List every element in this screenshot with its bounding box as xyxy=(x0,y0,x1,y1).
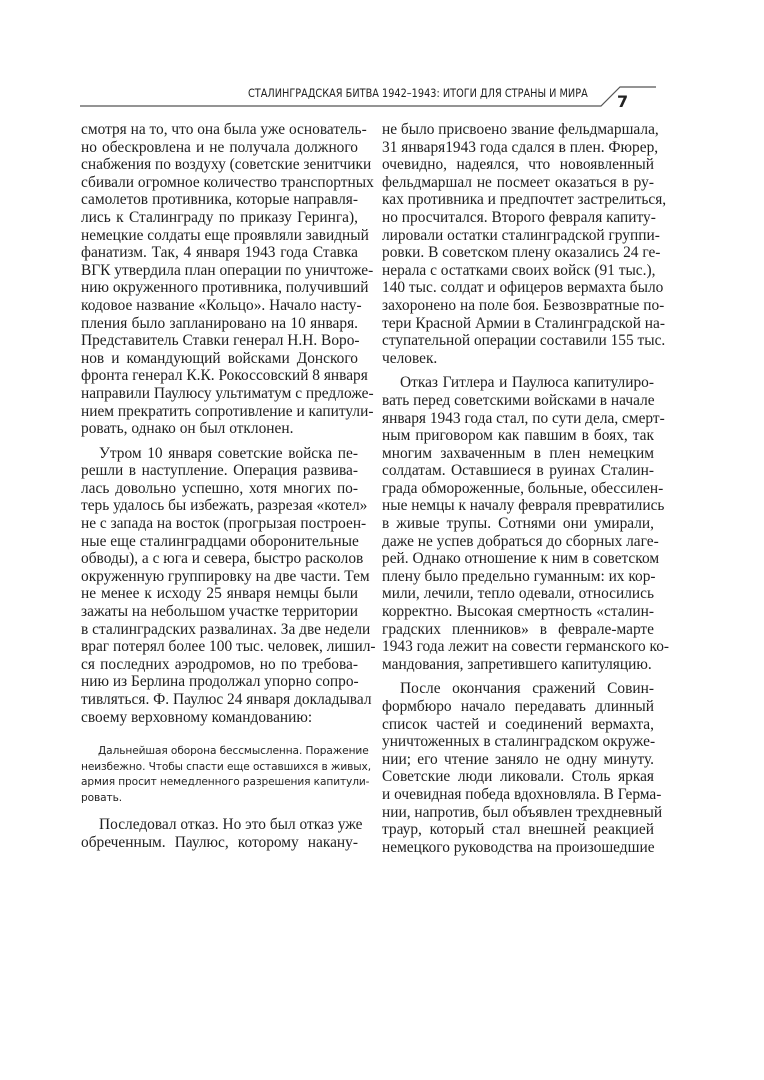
text-line: После окончания сражений Совин- xyxy=(400,680,654,698)
text-line: рей. Однако отношение к ним в советском xyxy=(382,550,660,568)
text-line: вать перед советскими войсками в начале xyxy=(382,391,655,409)
page-number: 7 xyxy=(617,92,629,111)
left-column xyxy=(81,121,376,851)
text-line: список частей и соединений вермахта, xyxy=(382,715,654,733)
text-line: фельдмаршал не посмеет оказаться в ру- xyxy=(382,173,654,191)
text-line: направили Паулюсу ультиматум с предложе- xyxy=(81,384,374,402)
text-line: кодовое название «Кольцо». Начало насту- xyxy=(81,296,362,314)
text-line: фронта генерал К.К. Рокоссовский 8 января xyxy=(81,367,368,385)
text-line: нерала с остатками своих войск (91 тыс.), xyxy=(382,261,656,279)
text-line: 140 тыс. солдат и офицеров вермахта было xyxy=(382,279,664,297)
text-line: ровать, однако он был отклонен. xyxy=(81,420,294,438)
text-line: Утром 10 января советские войска пе- xyxy=(99,444,358,462)
text-line: града обмороженные, больные, обессилен- xyxy=(382,479,664,497)
text-line: в живые трупы. Сотнями они умирали, xyxy=(382,515,654,533)
text-line: солдатам. Оставшиеся в руинах Сталин- xyxy=(382,462,654,480)
text-line: обреченным. Паулюс, которому накану- xyxy=(81,833,358,851)
text-line: лировали остатки сталинградской группи- xyxy=(382,226,660,244)
text-line: нию окруженного противника, получивший xyxy=(81,279,369,297)
text-line: окруженную группировку на две части. Тем xyxy=(81,567,370,585)
text-line: немецкого руководства на произошедшие xyxy=(382,838,655,856)
text-line: Дальнейшая оборона бессмысленна. Поражение xyxy=(98,745,369,758)
text-line: очевидно, надеялся, что новоявленный xyxy=(382,156,654,174)
text-line: лась довольно успешно, хотя многих по- xyxy=(81,479,358,497)
text-line: тери Красной Армии в Сталинградской на- xyxy=(382,314,665,332)
paragraph xyxy=(81,121,374,438)
paragraph xyxy=(382,374,670,673)
text-line: нии, напротив, был объявлен трехдневный xyxy=(382,803,663,821)
paragraph xyxy=(81,444,376,727)
text-line: даже не успев добраться до сборных лаге- xyxy=(382,532,659,550)
text-line: тивляться. Ф. Паулюс 24 января докладывал xyxy=(81,691,372,708)
text-line: нов и командующий войсками Донского xyxy=(81,349,358,367)
text-line: лись к Сталинграду по приказу Геринга), xyxy=(81,208,358,226)
text-line: фанатизм. Так, 4 января 1943 года Ставка xyxy=(81,244,358,262)
text-line: ровки. В советском плену оказались 24 ге- xyxy=(382,244,661,262)
text-line: враг потерял более 100 тыс. человек, лишил- xyxy=(81,638,376,656)
right-column xyxy=(382,121,670,856)
text-line: уничтоженных в сталинградском окруже- xyxy=(382,733,656,751)
text-line: нием прекратить сопротивление и капитули- xyxy=(81,402,374,420)
text-line: неизбежно. Чтобы спасти еще оставшихся в живых, xyxy=(81,760,371,773)
text-line: градских пленников» в феврале-марте xyxy=(382,620,654,638)
text-line: ся последних аэродромов, но по требова- xyxy=(81,655,358,673)
block-quote xyxy=(81,744,371,806)
text-line: траур, который стал внешней реакцией xyxy=(382,821,654,839)
text-line: 31 января1943 года сдался в плен. Фюрер, xyxy=(382,138,659,156)
text-line: корректно. Высокая смертность «сталин- xyxy=(382,603,654,621)
text-line: самолетов противника, которые направля- xyxy=(81,191,358,209)
text-line: сбивали огромное количество транспортных xyxy=(81,173,374,191)
text-line: ным приговором как павшим в боях, так xyxy=(382,427,654,445)
text-line: не менее к исходу 25 января немцы были xyxy=(81,585,358,603)
text-line: мили, лечили, тепло одевали, относились xyxy=(382,585,654,603)
text-line: ках противника и предпочтет застрелиться, xyxy=(382,191,667,209)
text-line: ВГК утвердила план операции по уничтоже- xyxy=(81,261,374,279)
text-line: но обескровлена и не получала должного xyxy=(81,138,358,156)
text-line: формбюро начало передавать длинный xyxy=(382,698,654,715)
text-line: 1943 года лежит на совести германского ко- xyxy=(382,638,670,656)
text-line: смотря на то, что она была уже основатель- xyxy=(81,121,367,138)
text-line: нию из Берлина продолжал упорно сопро- xyxy=(81,673,359,691)
running-title: СТАЛИНГРАДСКАЯ БИТВА 1942–1943: ИТОГИ ДЛЯ СТРАНЫ И МИРА xyxy=(248,86,588,100)
text-line: не было присвоено звание фельдмаршала, xyxy=(382,121,659,138)
text-line: января 1943 года стал, по сути дела, смерт- xyxy=(382,409,665,427)
text-line: человек. xyxy=(382,349,438,367)
paragraph xyxy=(382,121,667,367)
text-line: многим захваченным в плен немецким xyxy=(382,444,654,462)
text-line: армия просит немедленного разрешения капитули- xyxy=(81,776,370,789)
text-line: в сталинградских развалинах. За две недели xyxy=(81,620,371,638)
header-rule xyxy=(0,0,764,120)
text-line: обводы), а с юга и севера, быстро расколов xyxy=(81,550,364,568)
text-line: не с запада на восток (прогрызая построен- xyxy=(81,515,367,533)
text-line: решли в наступление. Операция развива- xyxy=(81,462,358,480)
text-line: ные немцы к началу февраля превратились xyxy=(382,497,665,515)
running-head xyxy=(0,0,764,120)
text-line: плену было предельно гуманным: их кор- xyxy=(382,567,656,585)
text-line: захоронено на поле боя. Безвозвратные по- xyxy=(382,296,665,314)
text-line: Последовал отказ. Но это был отказ уже xyxy=(99,816,363,834)
text-line: ровать. xyxy=(81,791,123,804)
text-line: Отказ Гитлера и Паулюса капитулиро- xyxy=(400,374,654,392)
text-line: зажаты на небольшом участке территории xyxy=(81,603,358,621)
text-line: Представитель Ставки генерал Н.Н. Воро- xyxy=(81,332,360,350)
paragraph xyxy=(81,816,363,851)
text-line: ступательной операции составили 155 тыс. xyxy=(382,332,666,350)
text-line: пления было запланировано на 10 января. xyxy=(81,314,358,332)
text-line: но просчитался. Второго февраля капиту- xyxy=(382,208,656,226)
text-line: снабжения по воздуху (советские зенитчики xyxy=(81,156,372,174)
text-line: немецкие солдаты еще проявляли завидный xyxy=(81,226,369,244)
text-line: Советские люди ликовали. Столь яркая xyxy=(382,768,654,786)
paragraph xyxy=(382,680,663,856)
text-line: ные еще сталинградцами оборонительные xyxy=(81,532,359,550)
text-line: и очевидная победа вдохновляла. В Герма- xyxy=(382,785,662,803)
text-line: нии; его чтение заняло не одну минуту. xyxy=(382,750,654,768)
text-line: мандования, запретившего капитуляцию. xyxy=(382,655,652,673)
text-line: своему верховному командованию: xyxy=(81,708,313,726)
text-line: терь удалось бы избежать, разрезая «котел» xyxy=(81,497,368,515)
